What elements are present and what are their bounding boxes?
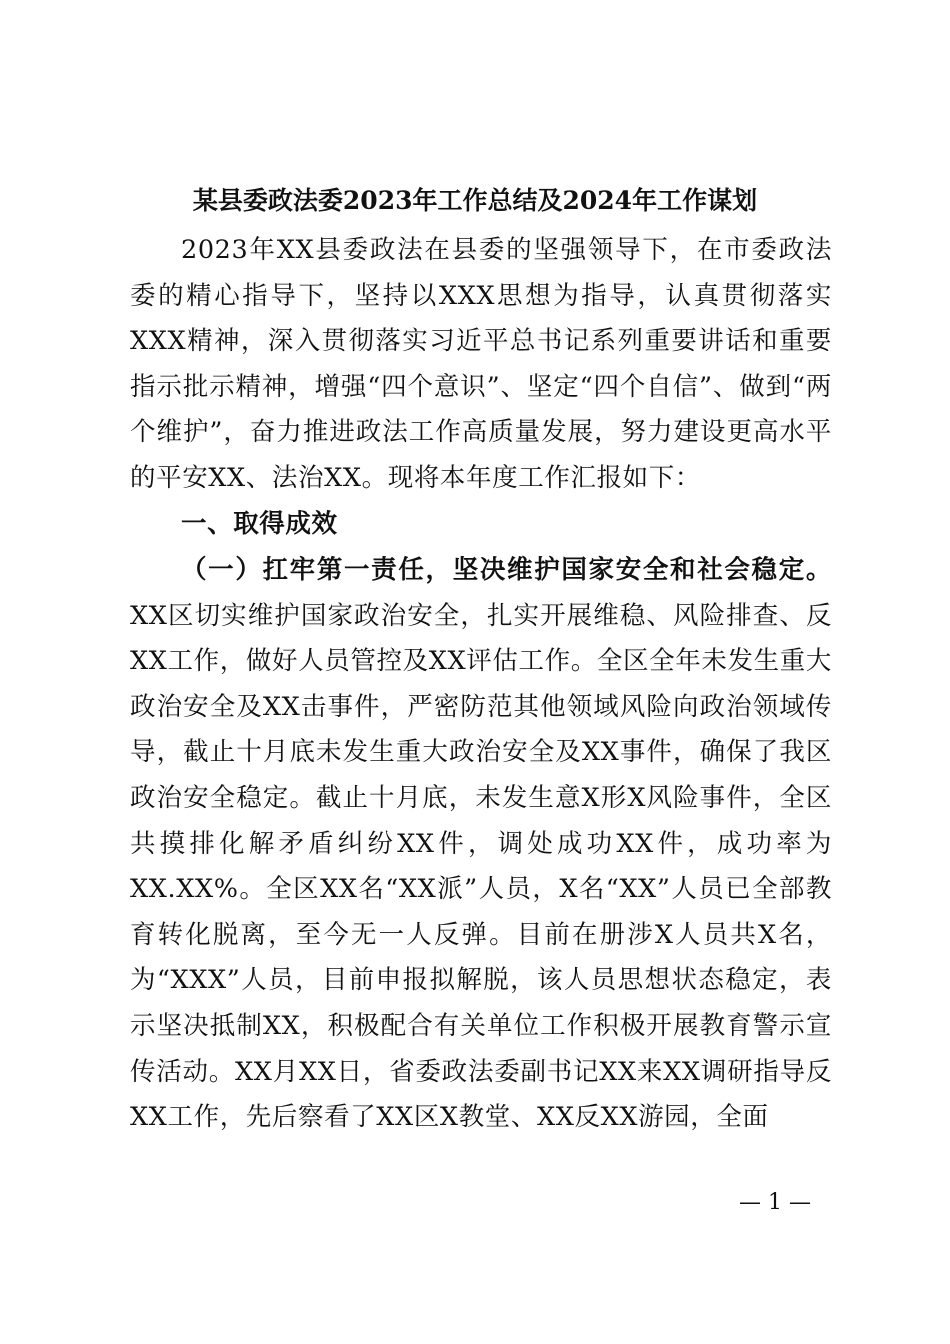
subsection-body: XX区切实维护国家政治安全，扎实开展维稳、风险排查、反XX工作，做好人员管控及XX评估工作。全区全年未发生重大政治安全及XX击事件，严密防范其他领域风险向政治领域传导，截止十月底未发生重大政治安全及XX事件，确保了我区政治安全稳定。截止十月底，未发生意X形X风险事件，全区共摸排化解矛盾纠纷XX件，调处成功XX件，成功率为XX.XX%。全区XX名“XX派”人员，X名“XX”人员已全部教育转化脱离，至今无一人反弹。目前在册涉X人员共X名，为“XXX”人员，目前申报拟解脱，该人员思想状态稳定，表示坚决抵制XX，积极配合有关单位工作积极开展教育警示宣传活动。XX月XX日，省委政法委副书记XX来XX调研指导反XX工作，先后察看了XX区X教堂、XX反XX游园，全面 (130, 600, 832, 1133)
subsection-heading: （一）扛牢第一责任，坚决维护国家安全和社会稳定。 (181, 555, 832, 585)
section-heading: 一、取得成效 (181, 509, 338, 539)
page-number: — 1 — (739, 1190, 811, 1215)
document-title: 某县委政法委2023年工作总结及2024年工作谋划 (192, 186, 758, 215)
subsection-paragraph (130, 548, 832, 1141)
intro-paragraph: 2023年XX县委政法在县委的坚强领导下，在市委政法委的精心指导下，坚持以XXX思想为指导，认真贯彻落实XXX精神，深入贯彻落实习近平总书记系列重要讲话和重要指示批示精神，增强“四个意识”、坚定“四个自信”、做到“两个维护”，奋力推进政法工作高质量发展，努力建设更高水平的平安XX、法治XX。现将本年度工作汇报如下： (130, 235, 832, 493)
